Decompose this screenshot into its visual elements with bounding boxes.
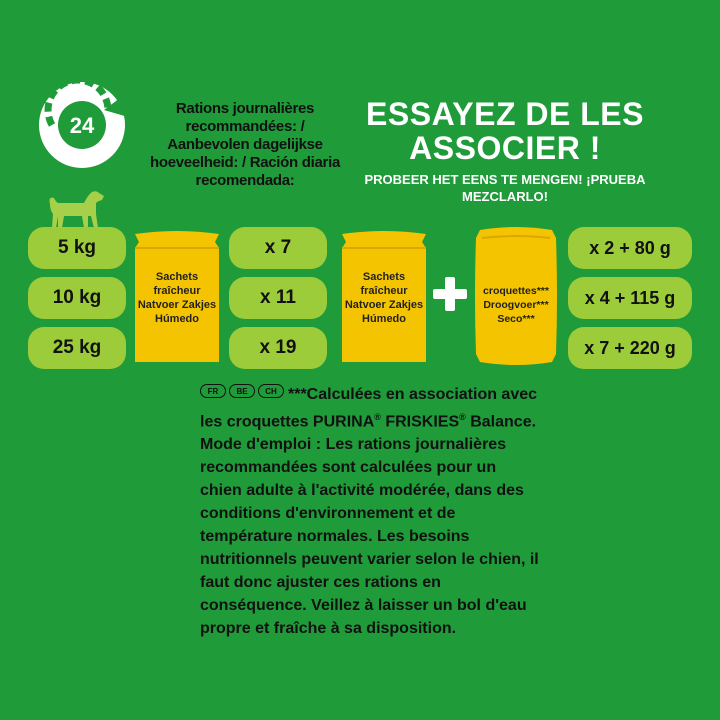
weight-10kg: 10 kg [28, 277, 126, 319]
sachet-label-combo: Sachets fraîcheur Natvoer Zakjes Húmedo [344, 271, 424, 325]
plus-icon [431, 275, 469, 313]
count-x19: x 19 [229, 327, 327, 369]
combo-25kg: x 7 + 220 g [568, 327, 692, 369]
rations-label: Rations journalières recommandées: / Aanbevolen dagelijkse hoeveelheid: / Ración diaria recomendada: [150, 100, 340, 189]
kibble-bag [472, 226, 560, 366]
subheadline: PROBEER HET EENS TE MENGEN! ¡PRUEBA MEZCLARLO! [364, 172, 646, 204]
sachet-pack [133, 228, 221, 366]
count-x7: x 7 [229, 227, 327, 269]
24-hour-clock-icon [32, 70, 142, 180]
weight-25kg: 25 kg [28, 327, 126, 369]
bag-label: croquettes*** Droogvoer*** Seco*** [483, 285, 549, 325]
headline: ESSAYEZ DE LES ASSOCIER ! [366, 96, 644, 166]
country-badge-be: BE [229, 384, 255, 398]
sachet-pack-combo [340, 228, 428, 366]
country-badge-fr: FR [200, 384, 226, 398]
country-badge-ch: CH [258, 384, 284, 398]
usage-instructions: ***Calculées en association avec les croquettes PURINA® FRISKIES® Balance. Mode d'emploi : Les rations journalières recommandées sont calculées pour un chien adulte à l'activité modérée, dans des conditions d'environnement et de température normales. Les besoins nutritionnels peuvent varier selon le chien, il faut donc ajuster ces rations en conséquence. Veillez à laisser un bol d'eau propre et fraîche à sa disposition. [200, 386, 539, 638]
combo-10kg: x 4 + 115 g [568, 277, 692, 319]
mode-label: Mode d'emploi : [200, 436, 322, 454]
count-x11: x 11 [229, 277, 327, 319]
combo-5kg: x 2 + 80 g [568, 227, 692, 269]
weight-5kg: 5 kg [28, 227, 126, 269]
sachet-label: Sachets fraîcheur Natvoer Zakjes Húmedo [137, 271, 217, 325]
dog-icon [44, 186, 106, 230]
clock-label: 24 [69, 113, 95, 138]
